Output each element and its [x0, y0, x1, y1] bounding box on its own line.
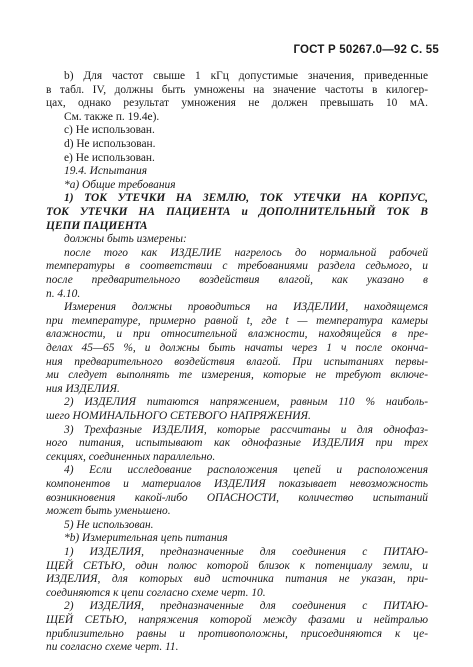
text-line: ЦЕПИ ПАЦИЕНТА [46, 219, 148, 232]
text-line: ного питания, испытывают как однофазные ИЗДЕЛИЯ при трех [46, 437, 428, 450]
page-header: ГОСТ Р 50267.0—92 С. 55 [293, 44, 439, 56]
text-line: возникновения какой-либо ОПАСНОСТИ, количество испытаний [46, 491, 428, 504]
text-line: температуры в соответствии с требованиями раздела седьмого, и [46, 260, 428, 273]
text-line: с) Не использован. [64, 124, 155, 137]
text-line: после того как ИЗДЕЛИЕ нагрелось до нормальной рабочей [64, 246, 428, 259]
text-line: Измерения должны проводиться на ИЗДЕЛИИ, находящемся [64, 301, 428, 314]
text-line: влажности, и при относительной влажности, находящейся в пре- [46, 328, 428, 341]
subsection-heading: *b) Измерительная цепь питания [64, 532, 228, 545]
text-line: b) Для частот свыше 1 кГц допустимые значения, приведенные [64, 70, 428, 82]
text-line: 4) Если исследование расположения цепей и расположения [64, 464, 428, 477]
text-line: должны быть измерены: [64, 233, 187, 246]
text-line: 3) Трехфазные ИЗДЕЛИЯ, которые рассчитаны и для однофаз- [64, 423, 428, 436]
text-line: при температуре, примерно равной t, где t — температура камеры [46, 314, 428, 327]
text-line: в табл. IV, должны быть умножены на значение частоты в килогер- [46, 83, 428, 96]
text-line: ЩЕЙ СЕТЬЮ, напряжения которой между фазами и нейтралью [46, 614, 428, 626]
text-line: компонентов и материалов ИЗДЕЛИЯ показывает невозможность [46, 478, 428, 490]
text-line: ИЗДЕЛИЯ, для которых вид источника питания не указан, при- [46, 573, 428, 586]
text-line: 1) ИЗДЕЛИЯ, предназначенные для соединения с ПИТАЮ- [64, 546, 428, 558]
text-line: ми следует выполнять те измерения, которые не требуют включе- [46, 369, 428, 382]
text-line: может быть уменьшено. [46, 505, 171, 518]
text-line: цах, однако результат умножения не должен превышать 10 мА. [46, 97, 428, 110]
text-line: d) Не использован. [64, 138, 156, 150]
text-line: делах 45—65 %, и должны быть начаты через 1 ч после оконча- [46, 342, 428, 354]
text-line: ТОК УТЕЧКИ НА ПАЦИЕНТА и ДОПОЛНИТЕЛЬНЫЙ ТОК В [46, 206, 428, 218]
text-line: ЩЕЙ СЕТЬЮ, один полюс которой близок к потенциалу земли, и [46, 559, 428, 572]
text-line: См. также п. 19.4е). [64, 110, 160, 123]
text-line: 5) Не использован. [64, 518, 154, 531]
subsection-heading: *а) Общие требования [64, 178, 176, 191]
text-line: пи согласно схеме черт. 11. [46, 641, 179, 654]
text-line: ния ИЗДЕЛИЯ. [46, 382, 120, 395]
text-line: приблизительно равны и противоположны, присоединяются к це- [46, 627, 428, 640]
text-line: шего НОМИНАЛЬНОГО СЕТЕВОГО НАПРЯЖЕНИЯ. [46, 410, 311, 422]
text-line: е) Не использован. [64, 151, 155, 164]
text-line: 1) ТОК УТЕЧКИ НА ЗЕМЛЮ, ТОК УТЕЧКИ НА КОРПУС, [64, 192, 428, 205]
text-line: 2) ИЗДЕЛИЯ, предназначенные для соединения с ПИТАЮ- [64, 600, 428, 613]
text-line: ния предварительного воздействия влагой. При испытаниях первы- [46, 355, 428, 368]
text-line: после предварительного воздействия влагой, как указано в [46, 274, 428, 286]
section-heading: 19.4. Испытания [64, 165, 148, 178]
text-line: 2) ИЗДЕЛИЯ питаются напряжением, равным 110 % наиболь- [64, 396, 428, 409]
text-line: секциях, соединенных параллельно. [46, 450, 216, 463]
text-line: п. 4.10. [46, 287, 81, 300]
text-line: соединяются к цепи согласно схеме черт. 10. [46, 586, 266, 599]
